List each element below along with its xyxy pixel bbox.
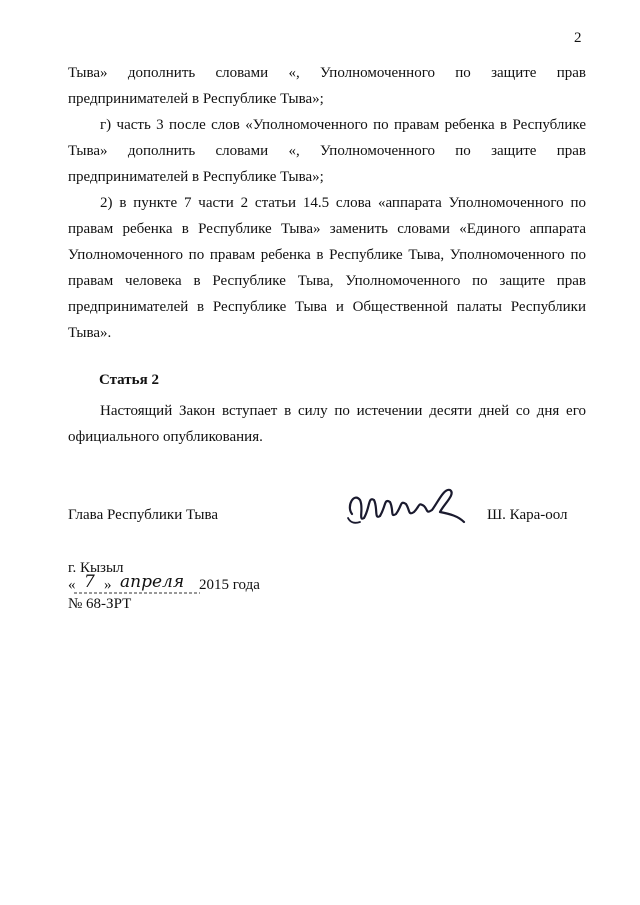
paragraph-item-g: г) часть 3 после слов «Уполномоченного по правам ребенка в Республике Тыва» дополнить словами «, Уполномоченного по защите прав предпринимателей в Республике Тыва»; xyxy=(68,117,586,185)
date-day-handwritten: 7 xyxy=(84,572,95,592)
paragraph-item-2: 2) в пункте 7 части 2 статьи 14.5 слова «аппарата Уполномоченного по правам ребенка в Республике Тыва» заменить словами «Единого аппарата Уполномоченного по правам ребенка в Республике Тыва, Уполномоченного по правам человека в Республике Тыва, Уполномоченного по защите прав предпринимателей в Республике Тыва и Общественной палаты Республики Тыва». xyxy=(68,195,586,341)
article-title: Статья 2 xyxy=(99,372,159,388)
handwritten-signature xyxy=(340,478,470,534)
date-month-handwritten: апреля xyxy=(120,572,185,592)
signatory-name: Ш. Кара-оол xyxy=(487,507,568,523)
signatory-position: Глава Республики Тыва xyxy=(68,507,219,523)
date-close-quote: » xyxy=(104,577,112,593)
city: г. Кызыл xyxy=(68,560,124,576)
page-number: 2 xyxy=(574,30,582,46)
date-open-quote: « xyxy=(68,577,76,593)
paragraph-continuation: Тыва» дополнить словами «, Уполномоченного по защите прав предпринимателей в Республике Тыва»; xyxy=(68,65,586,107)
document-number: № 68-ЗРТ xyxy=(68,596,132,612)
article-text: Настоящий Закон вступает в силу по истечении десяти дней со дня его официального опубликования. xyxy=(68,403,586,445)
date-year: 2015 года xyxy=(199,577,260,593)
